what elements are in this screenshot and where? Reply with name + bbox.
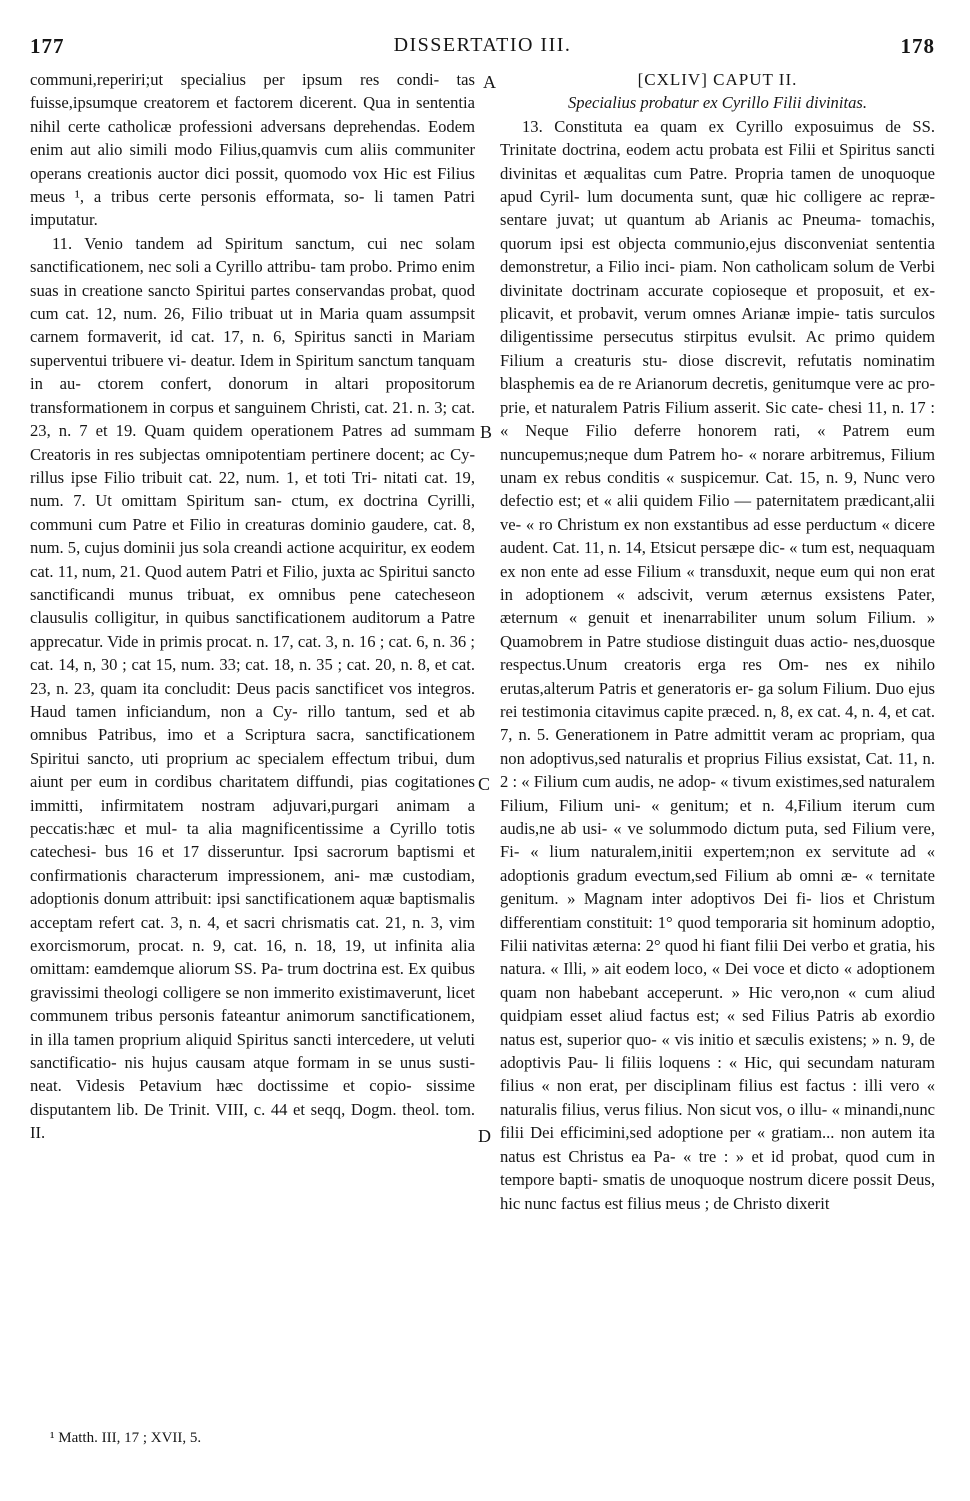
- left-paragraph-1: communi,reperiri;ut specialius per ipsum res condi- tas fuisse,ipsumque creatorem et factorem dicerent. Qua in sententia nihil certe catholicæ professioni adversans deprehendas. Eodem enim aut alio simili modo Filius,quamvis cum aliis communiter operans creationis auctor dici possit, quomodo vox Hic est Filius meus ¹, a tribus certe personis efformata, so- li tamen Patri imputatur.: [30, 70, 475, 230]
- chapter-heading: [CXLIV] CAPUT II.: [637, 70, 798, 89]
- margin-letter-a: A: [483, 72, 496, 92]
- running-title: DISSERTATIO III.: [393, 34, 572, 56]
- left-page-number: 177: [30, 34, 65, 58]
- right-column: [500, 68, 935, 1215]
- right-page-number: 178: [900, 34, 935, 58]
- footnote: ¹ Matth. III, 17 ; XVII, 5.: [50, 1430, 202, 1446]
- margin-letter-c: C: [478, 774, 491, 794]
- right-paragraph-1: 13. Constituta ea quam ex Cyrillo exposuimus de SS. Trinitate doctrina, eodem actu probata est Filii et Spiritus sancti divinitas et æqualitas cum Patre. Propria tamen de unoquoque apud Cyril- lum documenta sunt, quæ hic colligere ac repræ- sentare juvat; ut quantum ab Arianis ac Pneuma- tomachis, quorum ipsi est objecta communio,ejus disconveniat sententia demonstretur, a Filio inci- piam. Non catholicam solum de Verbi divinitate doctrinam accurate copioseque et proposuit, et ex- plicavit, et probavit, verum omnes Arianæ impie- tatis surculos diligentissime persecutus stirpitus evulsit. Ac primo quidem Filium a creaturis stu- diose discrevit, refutatis nominatim blasphemis ea de re Arianorum decretis, genitumque vere ac pro- prie, et naturalem Patris Filium asserit. Sic cate- chesi 11, n. 17 : « Neque Filio deferre honorem rati, « Patrem eum nuncupemus;neque dum Patrem ho- « norare arbitremus, Filium unam ex rebus conditis « suspicemur. Cat. 15, n. 9, Nunc vero defectio est; et « alii quidem Filio — paternitatem prædicant,alii ve- « ro Christum ex non exstantibus ad esse perductum « dicere audent. Cat. 11, n. 14, Etsicut persæpe dic- « tum est, nequaquam ex non ente ad esse Filium « transduxit, neque eum qui non erat in adoptionem « adscivit, verum æternus exsistens Pater, æternum « genuit et inenarrabiliter unum solum Filium. » Quamobrem in Patre studiose distinguit duas actio- nes,duosque respectus.Unum creatoris erga res Om- nes ex nihilo erutas,alterum Patris et generatoris er- ga solum Filium. Duo ejus rei testimonia citavimus capite præced. n, 8, ex cat. 4, n. 4, et cat. 7, n. 5. Generationem in Patre admittit veram ac propriam, qua non adoptivus,sed naturalis et proprius Filius exsistat, Cat. 11, n. 2 : « Filium cum audis, ne adop- « tivum existimes,sed naturalem Filium, Filium uni- « genitum; et n. 4,Filium iterum cum audis,ne ab usi- « ve solummodo dictum puta, sed Filium vere, Fi- « lium naturalem,initii expertem;non ex servitute ad « adoptionis gradum evectum,sed Filium ab omni æ- « ternitate genitum. » Magnam inter adoptivos Dei fi- lios et Christum differentiam constituit: 1° quod temporaria sit hominum adoptio, Filii nativitas æterna: 2° quod hi fiant filii Dei verbo et gratia, his natura. « Illi, » ait eodem loco, « Dei voce et dicto « adoptionem quam non habebant acceperunt. » Hic vero,non « cum aliud quidpiam esset aliud factus est; « sed Filius Patris ab exordio natus est, superior quo- « vis initio et sæculis existens; » n. 9, de adoptivis Pau- li filiis loquens : « Hic, qui secundam naturam filius « non erat, per disciplinam filius est factus : illi vero « naturalis filius, verus filius. Non sicut vos, o illu- « minandi,nunc filii Dei efficimini,sed adoptione per « gratiam... non autem ita natus est Christus ea Pa- « tre : » et id probat, quod cum in tempore bapti- smatis de unoquoque nostrum dicere possit Deus, hic nunc factus est filius meus ; de Christo dixerit: [500, 116, 935, 1213]
- margin-letter-b: B: [480, 422, 493, 442]
- left-column: [30, 68, 475, 1145]
- left-paragraph-2: 11. Venio tandem ad Spiritum sanctum, cui nec solam sanctificationem, nec soli a Cyrillo attribu- tam probo. Primo enim suas in creatione sancto Spiritui partes conservandas probat, quod cum cat. 12, num. 26, Filio tribuat ut in Maria quam assumpsit carnem formaverit, id cat. 17, n. 6, Spiritus sancti in Mariam superventui tribuere vi- deatur. Idem in Spiritum sanctum tanquam in au- ctorem confert, donorum in altari propositorum transformationem in corpus et sanguinem Christi, cat. 21. n. 3; cat. 23, n. 7 et 19. Quam quidem operationem Patres ad summam Creatoris in res subjectas omnipotentiam pertinere docent; ac Cy- rillus ipse Filio tribuit cat. 22, num. 1, et toti Tri- nitati cat. 19, num. 7. Ut omittam Spiritum san- ctum, ex doctrina Cyrilli, communi cum Patre et Filio in creaturas dominio gaudere, cat. 8, num. 5, cujus dominii jus sola creandi actione acquiritur, ex eodem cat. 11, num, 21. Quod autem Patri et Filio, juxta ac Spiritui sancto sanctificandi munus tribuat, ex omnibus pene catecheseon clausulis colligitur, in quibus sanctificationem auditorum a Patre apprecatur. Vide in primis procat. n. 17, cat. 3, n. 16 ; cat. 6, n. 36 ; cat. 14, n, 30 ; cat 15, num. 33; cat. 18, n. 35 ; cat. 20, n. 8, et cat. 23, n. 23, quam ita concludit: Deus pacis sanctificet vos integros. Haud tamen inficiandum, non a Cy- rillo tantum, sed et ab omnibus Patribus, imo et a Scriptura sacra, sanctificationem Spiritui sancto, uti proprium ac specialem effectum tribui, dum aiunt per eum in cordibus charitatem diffundi, pias cogitationes immitti, infirmitatem nostram adjuvari,purgari animam a peccatis:hæc et mul- ta alia magnificentissime a Cyrillo totis catechesi- bus 16 et 17 disseruntur. Ipsi sacrorum baptismi et confirmationis characterum impressionem, ani- mæ custodiam, adoptionis donum attribuit: ipsi sanctificationem aquæ baptismalis acceptam refert cat. 3, n. 4, et sacri chrismatis cat. 21, n. 3, vim exorcismorum, procat. n. 9, cat. 16, n. 18, 19, ut infinita alia omittam: eamdemque aliorum SS. Pa- trum doctrina est. Ex quibus gravissimi theologi colligere se non immerito existimaverunt, licet communem tribus personis fateantur animorum sanctificationem, in illa tamen proprium aliquid Spiritus sancti intercedere, ut veluti sanctificatio- nis hujus causam atque formam in se unus susti- neat. Videsis Petavium hæc doctissime et copio- sissime disputantem lib. De Trinit. VIII, c. 44 et seqq, Dogm. theol. tom. II.: [30, 233, 475, 1143]
- chapter-subtitle: Specialius probatur ex Cyrillo Filii divinitas.: [568, 93, 867, 113]
- running-head: [30, 34, 935, 62]
- margin-letter-d: D: [478, 1126, 491, 1146]
